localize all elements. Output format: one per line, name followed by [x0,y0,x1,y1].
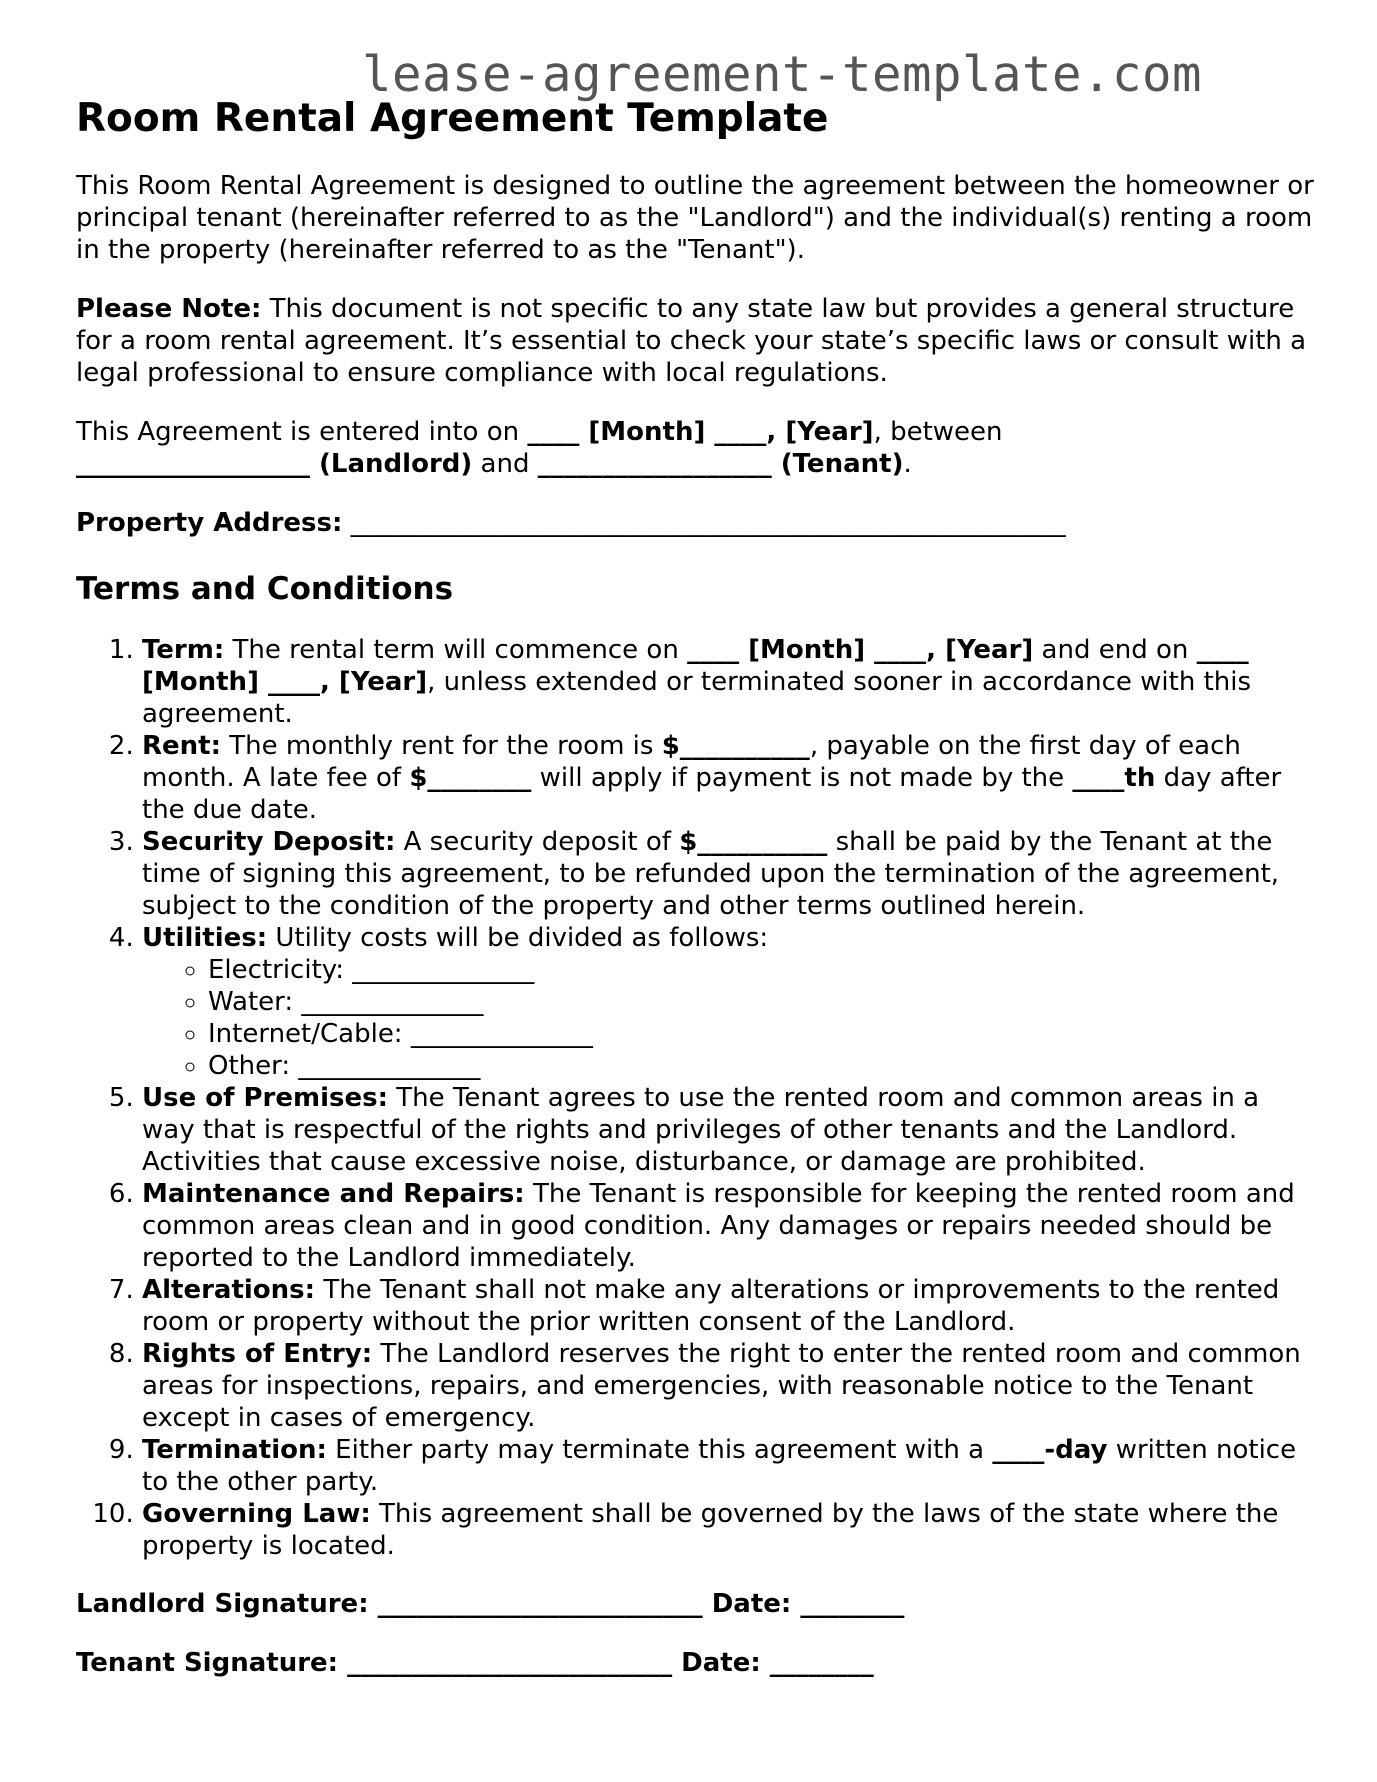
tenant-signature-text: Tenant Signature: _________________________ Date: ________ [76,1648,874,1678]
term-blank: $________ [409,763,532,793]
term-item [142,1434,1316,1498]
terms-list [76,634,1316,1562]
utilities-list [142,954,1316,1082]
property-address-blank: _______________________________________________________ [342,508,1066,538]
entered-text: , between [873,417,1003,447]
agreement-entered-paragraph [76,416,1316,480]
utility-item: ◦ Other: ______________ [208,1050,1316,1082]
term-label: Termination: [142,1435,327,1465]
term-label: Use of Premises: [142,1083,388,1113]
term-text: The Landlord reserves the right to enter the rented room and common areas for inspections, repairs, and emergencies, with reasonable notice to the Tenant except in cases of emergency. [142,1339,1301,1433]
term-text: Either party may terminate this agreement with a [326,1435,993,1465]
term-item [142,1082,1316,1178]
term-text: The Tenant is responsible for keeping the rented room and common areas clean and in good condition. Any damages or repairs needed should be reported to the Landlord immediately. [142,1179,1295,1273]
landlord-signature-text: Landlord Signature: _________________________ Date: ________ [76,1589,905,1619]
term-text: The Tenant shall not make any alterations or improvements to the rented room or property without the prior written consent of the Landlord. [142,1275,1280,1337]
term-text: The Tenant agrees to use the rented room and common areas in a way that is respectful of the rights and privileges of other tenants and the Landlord. Activities that cause excessive noise, disturbance, or damage are prohibited. [142,1083,1260,1177]
term-blank: ____ [Month] ____, [Year] [687,635,1034,665]
note-paragraph [76,293,1316,389]
document-page [76,96,1316,1679]
term-text: will apply if payment is not made by the [531,763,1073,793]
term-item [142,1178,1316,1274]
term-blank: $__________ [661,731,810,761]
term-label: Utilities: [142,923,268,953]
term-blank: $__________ [679,827,828,857]
term-blank: ____th [1072,763,1156,793]
term-text: This agreement shall be governed by the laws of the state where the property is located. [142,1499,1279,1561]
term-text: and end on [1033,635,1197,665]
term-blank: ____-day [992,1435,1108,1465]
term-label: Rent: [142,731,221,761]
document-title: Room Rental Agreement Template [76,96,829,141]
term-label: Security Deposit: [142,827,396,857]
term-label: Term: [142,635,225,665]
tenant-name-blank: __________________ (Tenant) [537,449,904,479]
entered-text: . [903,449,912,479]
term-text: The rental term will commence on [224,635,688,665]
term-item [142,1498,1316,1562]
term-text: day after the due date. [142,763,1282,825]
term-text: written notice to the other party. [142,1435,1297,1497]
term-text: , payable on the first day of each month. A late fee of [142,731,1241,793]
property-address-line [76,507,1316,539]
terms-heading: Terms and Conditions [76,571,454,607]
term-blank: ____ [Month] ____, [Year] [142,635,1249,697]
utility-item: ◦ Electricity: ______________ [208,954,1316,986]
landlord-signature-line [76,1588,1316,1620]
term-text: , unless extended or terminated sooner in accordance with this agreement. [142,667,1252,729]
tenant-signature-line [76,1647,1316,1679]
term-text: A security deposit of [395,827,680,857]
utility-item: ◦ Internet/Cable: ______________ [208,1018,1316,1050]
term-item [142,922,1316,1082]
term-label: Maintenance and Repairs: [142,1179,525,1209]
term-item [142,1274,1316,1338]
property-address-label: Property Address: [76,508,343,538]
term-label: Rights of Entry: [142,1339,373,1369]
term-item [142,634,1316,730]
intro-paragraph: This Room Rental Agreement is designed to outline the agreement between the homeowner or principal tenant (hereinafter referred to as the "Landlord") and the individual(s) renting a room in the property (hereinafter referred to as the "Tenant"). [76,171,1314,265]
term-item [142,1338,1316,1434]
term-text: shall be paid by the Tenant at the time of signing this agreement, to be refunded upon the termination of the agreement, subject to the condition of the property and other terms outlined herein. [142,827,1280,921]
term-item [142,826,1316,922]
note-label: Please Note: [76,294,262,324]
entered-date-blank: ____ [Month] ____, [Year] [527,417,874,447]
landlord-name-blank: __________________ (Landlord) [76,449,473,479]
utility-item: ◦ Water: ______________ [208,986,1316,1018]
term-text: Utility costs will be divided as follows: [267,923,769,953]
entered-text: This Agreement is entered into on [76,417,528,447]
term-label: Alterations: [142,1275,316,1305]
term-item [142,730,1316,826]
watermark-text: lease-agreement-template.com [362,46,1203,103]
term-label: Governing Law: [142,1499,371,1529]
entered-text: and [472,449,538,479]
term-text: The monthly rent for the room is [221,731,662,761]
note-text: This document is not specific to any state law but provides a general structure for a room rental agreement. It’s essential to check your state’s specific laws or consult with a legal professional to ensure compliance with local regulations. [76,294,1307,388]
